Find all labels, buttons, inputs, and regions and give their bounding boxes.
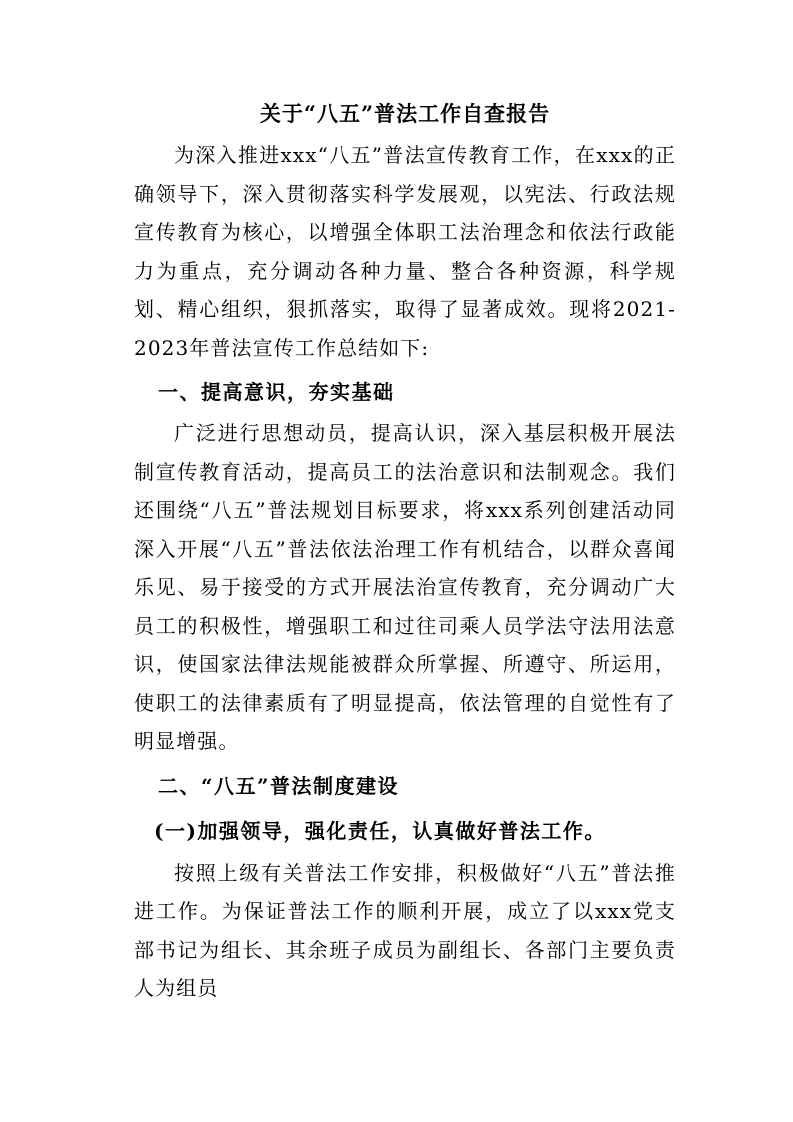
section-2-heading: 二、“八五”普法制度建设: [158, 773, 400, 798]
document-body: [134, 92, 676, 1008]
section-2-paragraph: 按照上级有关普法工作安排，积极做好“八五”普法推进工作。为保证普法工作的顺利开展，成立了以xxx党支部书记为组长、其余班子成员为副组长、各部门主要负责人为组员: [134, 860, 676, 1000]
intro-paragraph: 为深入推进xxx“八五”普法宣传教育工作，在xxx的正确领导下，深入贯彻落实科学发展观，以宪法、行政法规宣传教育为核心，以增强全体职工法治理念和依法行政能力为重点，充分调动各种力量、整合各种资源，科学规划、精心组织，狠抓落实，取得了显著成效。现将2021-2023年普法宣传工作总结如下:: [134, 143, 676, 360]
section-1-heading: 一、提高意识，夯实基础: [158, 380, 395, 404]
section-2-subheading: (一)加强领导，强化责任，认真做好普法工作。: [154, 818, 606, 843]
section-1-paragraph: 广泛进行思想动员，提高认识，深入基层积极开展法制宣传教育活动，提高员工的法治意识和法制观念。我们还围绕“八五”普法规划目标要求，将xxx系列创建活动同深入开展“八五”普法依法治理工作有机结合，以群众喜闻乐见、易于接受的方式开展法治宣传教育，充分调动广大员工的积极性，增强职工和过往司乘人员学法守法用法意识，使国家法律法规能被群众所掌握、所遵守、所运用，使职工的法律素质有了明显提高，依法管理的自觉性有了明显增强。: [134, 421, 676, 753]
document-title: 关于“八五”普法工作自查报告: [259, 101, 551, 126]
